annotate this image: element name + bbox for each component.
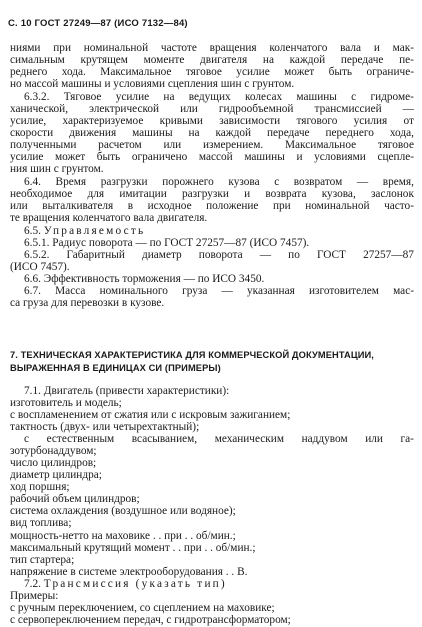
text-line: те вращения коленчатого вала двигателя.	[10, 212, 208, 224]
text-line: ханической, электрической или гидрообъемной трансмиссией —	[10, 103, 414, 115]
text-line: усилие может быть ограничено массой машины и условиями сцепле-	[10, 151, 414, 163]
text-line: Примеры:	[10, 590, 59, 602]
text-line: диаметр цилиндра;	[10, 469, 102, 481]
text-line: симальным крутящем моменте двигателя на каждой передаче пе-	[10, 54, 414, 66]
text-line: ния шин с грунтом.	[10, 163, 104, 175]
text-line: 7.2. Трансмиссия (указать тип)	[24, 578, 227, 590]
text-line: 6.5.1. Радиус поворота — по ГОСТ 27257—87 (ИСО 7457).	[24, 237, 310, 249]
text-line: зотурбонаддувом;	[10, 445, 97, 457]
text-line: 6.7. Масса номинального груза — указанная изготовителем мас-	[24, 285, 414, 297]
text-line: напряжение в системе электрооборудования . . В.	[10, 566, 248, 578]
text-line: са груза для перевозки в кузове.	[10, 297, 165, 309]
text-line: ход поршня;	[10, 481, 70, 493]
text-line: максимальный крутящий момент . . при . . об/мин.;	[10, 542, 256, 554]
text-line: с естественным всасыванием, механическим наддувом или га-	[24, 433, 414, 445]
text-line: реднего хода. Максимальное тяговое усилие может быть ограниче-	[10, 66, 414, 78]
text-line: тип стартера;	[10, 554, 75, 566]
text-line: 6.6. Эффективность торможения — по ИСО 3450.	[24, 273, 265, 285]
text-line: число цилиндров;	[10, 457, 97, 469]
text-line: 6.4. Время разгрузки порожнего кузова с возвратом — время,	[24, 176, 414, 188]
page-header: С. 10 ГОСТ 27249—87 (ИСО 7132—84)	[8, 18, 188, 29]
text-line: 6.5.2. Габаритный диаметр поворота — по ГОСТ 27257—87	[24, 249, 414, 261]
text-line: вид топлива;	[10, 517, 72, 529]
section-heading-line-1: 7. ТЕХНИЧЕСКАЯ ХАРАКТЕРИСТИКА ДЛЯ КОММЕРЧЕСКОЙ ДОКУМЕНТАЦИИ,	[10, 350, 374, 360]
text-line: мощность-нетто на маховике . . при . . об/мин.;	[10, 530, 236, 542]
text-line: усилие, характеризуемое кривыми зависимости тягового усилия от	[10, 115, 414, 127]
text-line: или выталкивателя в исходное положение при номинальной часто-	[10, 200, 414, 212]
text-line: (ИСО 7457).	[10, 261, 70, 273]
text-line: но массой машины и условиями сцепления шин с грунтом.	[10, 78, 295, 90]
text-line: необходимое для имитации разгрузки и возврата кузова, заслонок	[10, 188, 414, 200]
text-line: система охлаждения (воздушное или водяное);	[10, 505, 236, 517]
text-line: полученными расчетом или измерением. Максимальное тяговое	[10, 139, 414, 151]
text-line: рабочий объем цилиндров;	[10, 493, 140, 505]
text-line: тактность (двух- или четырехтактный);	[10, 421, 200, 433]
text-line: 6.5. Управляемость	[24, 225, 146, 237]
text-line: скорости движения машины на каждой передаче переднего хода,	[10, 127, 414, 139]
text-line: 7.1. Двигатель (привести характеристики):	[24, 385, 230, 397]
text-line: с сервопереключением передач, с гидротрансформатором;	[10, 614, 291, 626]
text-line: изготовитель и модель;	[10, 397, 122, 409]
section-heading-line-2: ВЫРАЖЕННАЯ В ЕДИНИЦАХ СИ (ПРИМЕРЫ)	[10, 363, 221, 373]
text-line: с воспламенением от сжатия или с искровым зажиганием;	[10, 409, 291, 421]
text-line: 6.3.2. Тяговое усилие на ведущих колесах машины с гидроме-	[24, 91, 414, 103]
text-line: с ручным переключением, со сцеплением на маховике;	[10, 602, 275, 614]
text-line: ниями при номинальной частоте вращения коленчатого вала и мак-	[10, 42, 414, 54]
